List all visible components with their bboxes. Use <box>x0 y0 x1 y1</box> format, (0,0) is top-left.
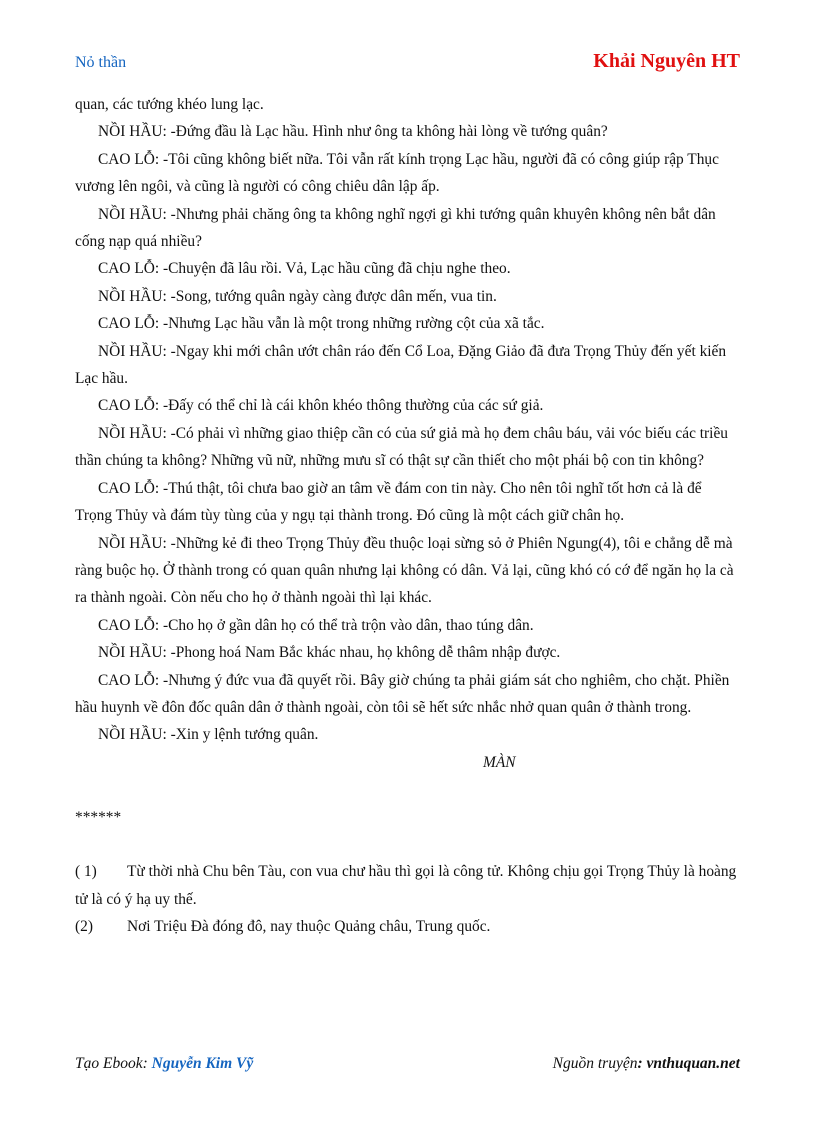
dialogue-line: CAO LỖ: -Chuyện đã lâu rồi. Vả, Lạc hầu cũng đã chịu nghe theo. <box>98 260 511 278</box>
footnote-number: ( 1) <box>75 863 97 881</box>
footnote-number: (2) <box>75 918 93 936</box>
curtain-label: MÀN <box>483 753 516 771</box>
source-site: vnthuquan.net <box>646 1055 740 1072</box>
dialogue-line: NỒI HẦU: -Nhưng phải chăng ông ta không nghĩ ngợi gì khi tướng quân khuyên không nên bắt dân cống nạp quá nhiều? <box>75 205 716 251</box>
book-title: Nỏ thần <box>75 54 127 71</box>
footnote-text: Từ thời nhà Chu bên Tàu, con vua chư hầu thì gọi là công tử. Không chịu gọi Trọng Thủy là hoàng tử là có ý hạ uy thế. <box>75 863 737 908</box>
ebook-credit: Tạo Ebook: Nguyễn Kim Vỹ <box>75 1055 254 1072</box>
dialogue-line: CAO LỖ: -Thú thật, tôi chưa bao giờ an tâm về đám con tin này. Cho nên tôi nghĩ tốt hơn cả là để Trọng Thủy và đám tùy tùng của y ngụ tại thành trong. Đó cũng là một cách giữ chân họ. <box>75 479 702 525</box>
dialogue-line: NỒI HẦU: -Song, tướng quân ngày càng được dân mến, vua tin. <box>98 287 497 305</box>
dialogue-line: CAO LỖ: -Nhưng Lạc hầu vẫn là một trong những rường cột của xã tắc. <box>98 315 545 333</box>
dialogue-line: NỒI HẦU: -Xin y lệnh tướng quân. <box>98 726 319 744</box>
dialogue-line: NỒI HẦU: -Phong hoá Nam Bắc khác nhau, họ không dễ thâm nhập được. <box>98 644 561 662</box>
source-credit: Nguồn truyện: vnthuquan.net <box>552 1055 740 1072</box>
dialogue-line: CAO LỖ: -Đấy có thể chỉ là cái khôn khéo thông thường của các sứ giả. <box>98 397 544 415</box>
page-header <box>75 50 740 76</box>
dialogue-line: NỒI HẦU: -Đứng đầu là Lạc hầu. Hình như ông ta không hài lòng về tướng quân? <box>98 123 608 141</box>
dialogue-line: NỒI HẦU: -Có phải vì những giao thiệp cần có của sứ giả mà họ đem châu báu, vải vóc biếu các triều thần chúng ta không? Những vũ nữ, những mưu sĩ có thật sự cần thiết cho một phái bộ con tin không? <box>75 424 728 470</box>
page-body <box>75 91 741 941</box>
ebook-creator-name: Nguyễn Kim Vỹ <box>151 1055 254 1072</box>
dialogue-line: NỒI HẦU: -Những kẻ đi theo Trọng Thủy đều thuộc loại sừng sỏ ở Phiên Ngung(4), tôi e chẳng dễ mà ràng buộc họ. Ở thành trong có quan quân nhưng lại không có dân. Vả lại, cũng khó có cớ để ngăn họ la cà ra thành ngoài. Còn nếu cho họ ở thành ngoài thì lại khác. <box>75 534 734 607</box>
dialogue-line: CAO LỖ: -Tôi cũng không biết nữa. Tôi vẫn rất kính trọng Lạc hầu, người đã có công giúp rập Thục vương lên ngôi, và cũng là người có công chiêu dân lập ấp. <box>75 150 719 196</box>
page-footer <box>75 1055 740 1077</box>
paragraph: quan, các tướng khéo lung lạc. <box>75 96 264 113</box>
footnote <box>75 913 741 940</box>
section-separator: ****** <box>75 808 122 826</box>
spacer <box>75 776 741 803</box>
dialogue-line: CAO LỖ: -Nhưng ý đức vua đã quyết rồi. Bây giờ chúng ta phải giám sát cho nghiêm, cho chặt. Phiền hầu huynh về đôn đốc quân dân ở thành ngoài, còn tôi sẽ hết sức nhắc nhở quan quân ở thành trong. <box>75 671 730 716</box>
footnote <box>75 858 741 913</box>
source-credit-label: Nguồn truyện <box>552 1055 638 1072</box>
spacer <box>75 831 741 858</box>
dialogue-line: NỒI HẦU: -Ngay khi mới chân ướt chân ráo đến Cổ Loa, Đặng Giảo đã đưa Trọng Thủy đến yết kiến Lạc hầu. <box>75 342 727 388</box>
author-name: Khải Nguyên HT <box>593 50 740 72</box>
dialogue-line: CAO LỖ: -Cho họ ở gần dân họ có thể trà trộn vào dân, thao túng dân. <box>98 616 534 634</box>
footnote-text: Nơi Triệu Đà đóng đô, nay thuộc Quảng châu, Trung quốc. <box>127 918 491 936</box>
ebook-credit-label: Tạo Ebook <box>75 1055 143 1072</box>
